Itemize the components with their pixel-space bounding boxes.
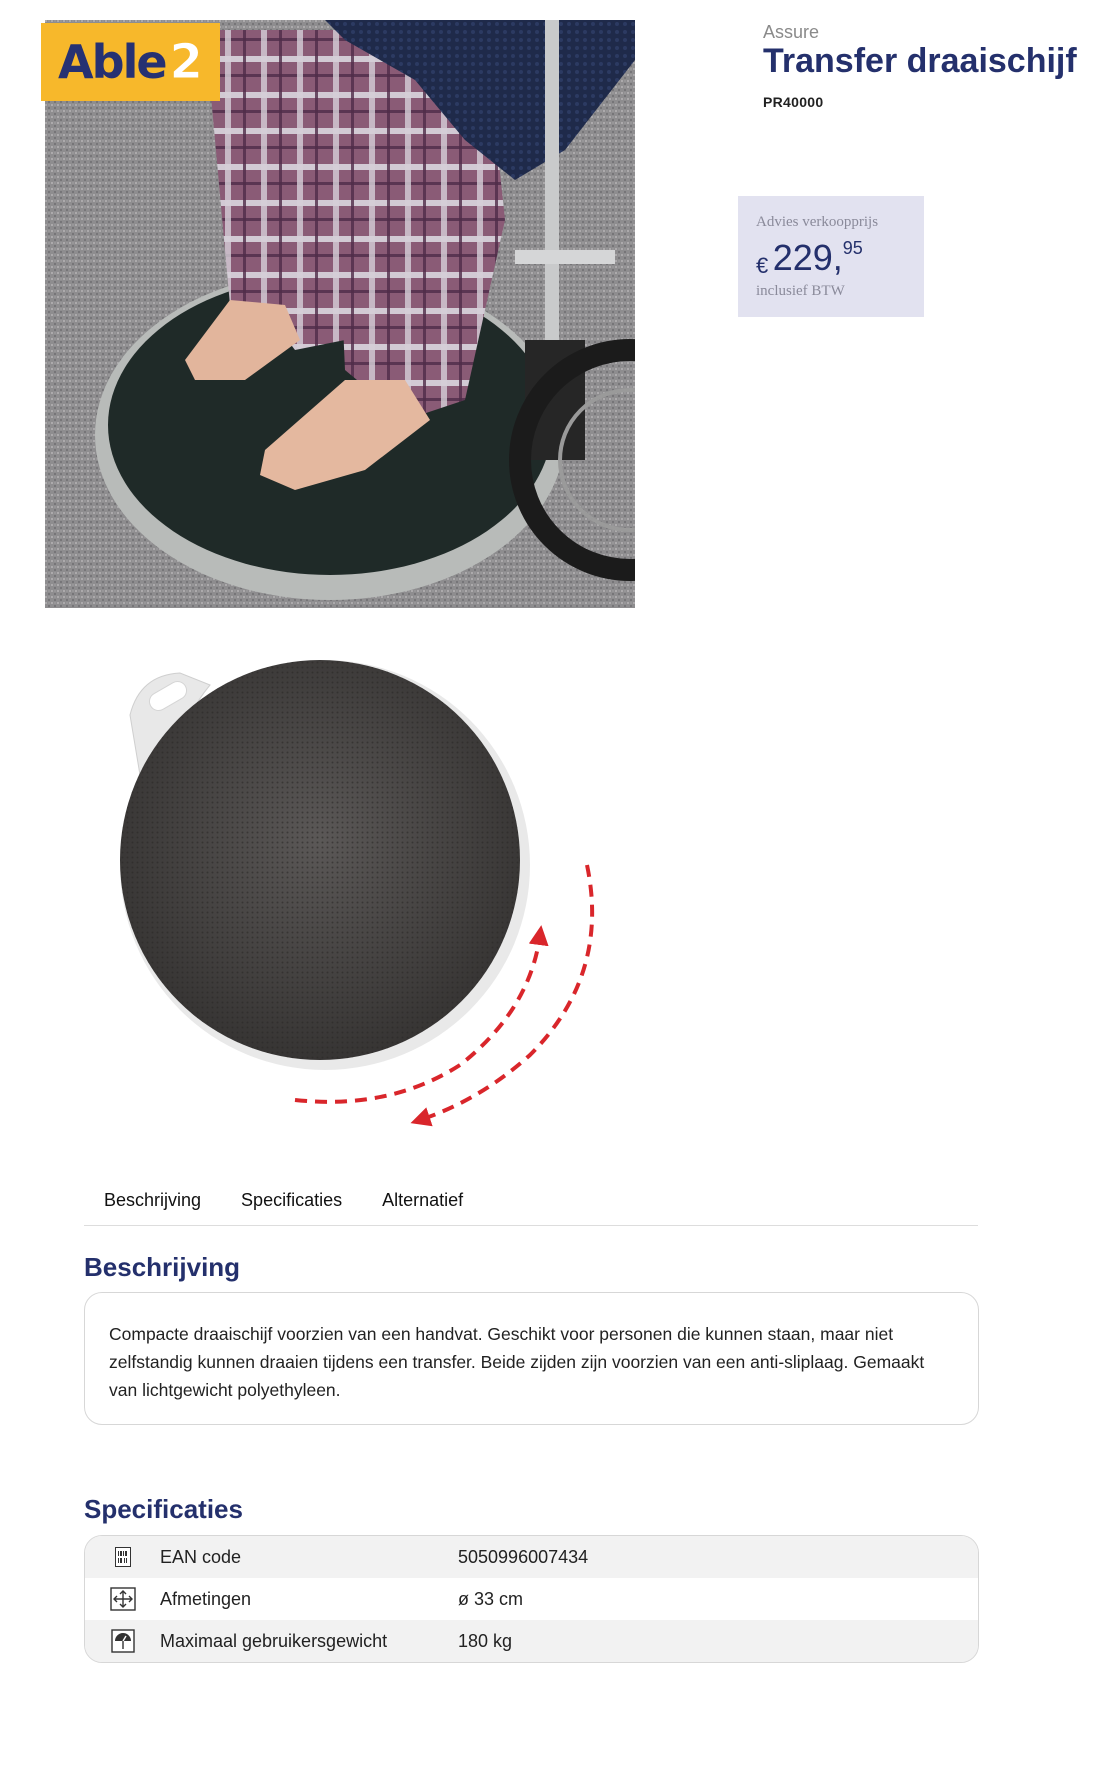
price-value — [756, 237, 924, 279]
tab-beschrijving[interactable]: Beschrijving — [104, 1190, 202, 1210]
spec-label: Maximaal gebruikersgewicht — [160, 1630, 388, 1651]
brand-logo — [41, 23, 220, 101]
spec-value: 5050996007434 — [458, 1546, 589, 1567]
price-label: Advies verkoopprijs — [756, 214, 879, 230]
product-title: Transfer draaischijf — [763, 42, 1077, 80]
price-main: 229, — [772, 237, 843, 278]
product-photo-turntable[interactable] — [110, 655, 620, 1135]
spec-value: 180 kg — [458, 1630, 513, 1651]
product-tabs — [84, 1178, 978, 1226]
spec-row-max-weight — [85, 1620, 978, 1662]
price-box — [738, 196, 924, 317]
spec-label: EAN code — [160, 1546, 242, 1567]
description-box — [84, 1292, 979, 1425]
barcode-icon — [85, 1547, 160, 1567]
price-currency: € — [756, 252, 769, 278]
logo-number: 2 — [169, 34, 203, 90]
specs-table — [84, 1535, 979, 1663]
product-brand: Assure — [763, 22, 820, 42]
spec-row-dimensions — [85, 1578, 978, 1620]
spec-label: Afmetingen — [160, 1588, 252, 1609]
specs-heading: Specificaties — [84, 1494, 243, 1524]
tab-specificaties[interactable]: Specificaties — [241, 1190, 343, 1210]
tab-alternatief[interactable]: Alternatief — [382, 1190, 464, 1210]
weight-scale-icon — [85, 1629, 160, 1653]
price-cents: 95 — [842, 238, 863, 258]
description-text: Compacte draaischijf voorzien van een handvat. Geschikt voor personen die kunnen staan, maar niet zelfstandig kunnen draaien tijdens een transfer. Beide zijden zijn voorzien van een anti-sliplaag. Gemaakt van lichtgewicht polyethyleen. — [109, 1324, 925, 1400]
product-sku: PR40000 — [763, 94, 824, 110]
logo-text: Able — [58, 35, 166, 89]
price-vat-note: inclusief BTW — [756, 283, 845, 299]
dimensions-icon — [85, 1587, 160, 1611]
spec-row-ean — [85, 1536, 978, 1578]
description-heading: Beschrijving — [84, 1252, 241, 1282]
product-photo-main[interactable] — [45, 20, 635, 608]
spec-value: ø 33 cm — [458, 1588, 524, 1609]
